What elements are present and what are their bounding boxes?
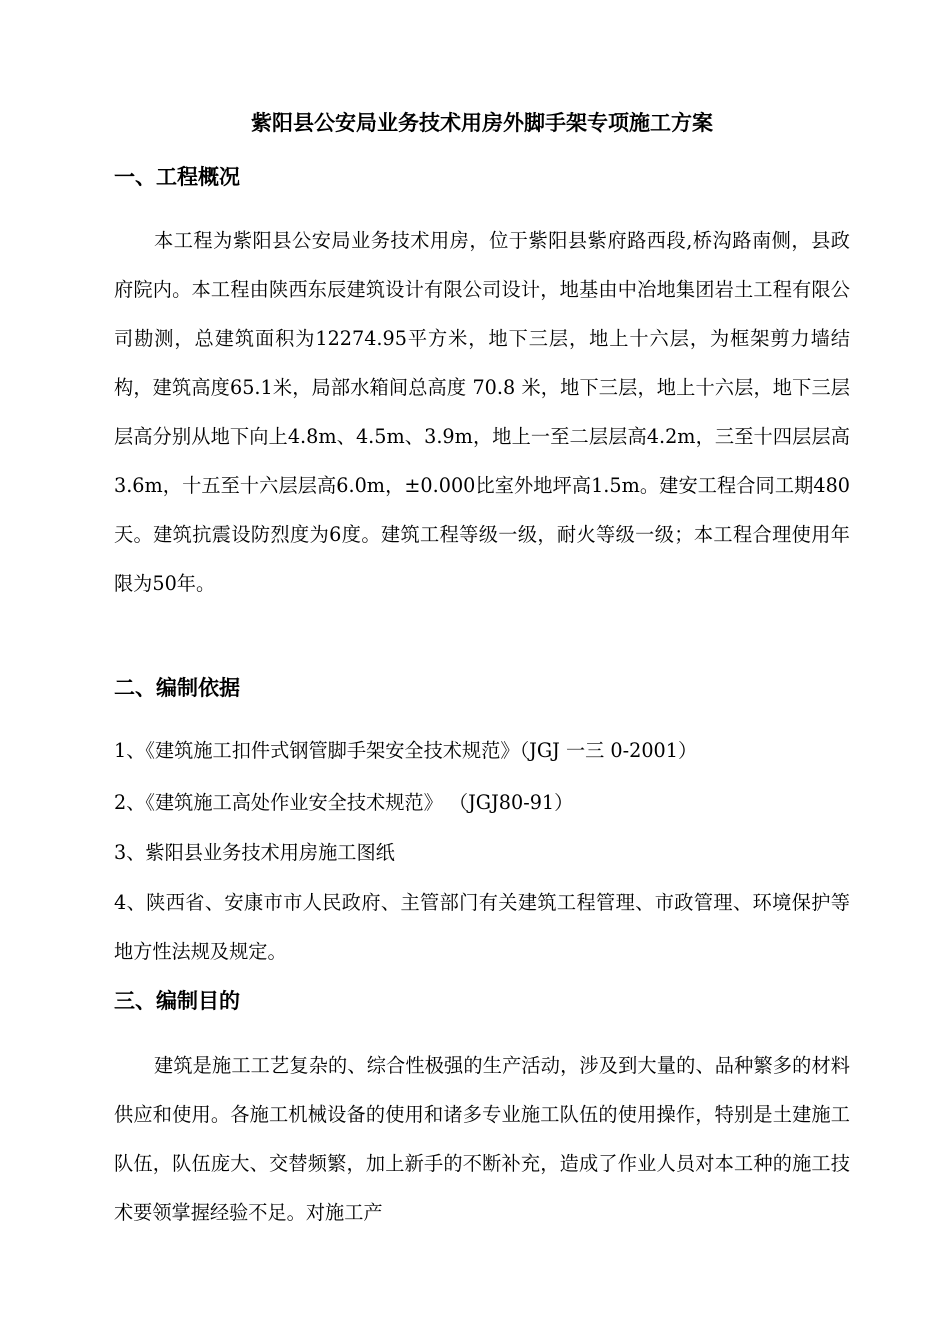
basis-list-item: 2、《建筑施工高处作业安全技术规范》 （JGJ80-91） xyxy=(114,791,574,814)
project-overview-paragraph: 本工程为紫阳县公安局业务技术用房，位于紫阳县紫府路西段,桥沟路南侧，县政府院内。本工程由陕西东辰建筑设计有限公司设计，地基由中冶地集团岩土工程有限公司勘测，总建筑面积为12274.95平方米，地下三层，地上十六层，为框架剪力墙结构，建筑高度65.1米，局部水箱间总高度 70.8 米，地下三层，地上十六层，地下三层层高分别从地下向上4.8m、4.5m、3.9m，地上一至二层层高4.2m，三至十四层层高3.6m，十五至十六层层高6.0m，±0.000比室外地坪高1.5m。建安工程合同工期480天。建筑抗震设防烈度为6度。建筑工程等级一级，耐火等级一级；本工程合理使用年限为50年。 xyxy=(114,229,850,595)
basis-list-item: 3、紫阳县业务技术用房施工图纸 xyxy=(114,841,395,864)
section-heading-project-overview: 一、工程概况 xyxy=(114,165,240,189)
section-heading-basis: 二、编制依据 xyxy=(114,676,240,700)
document-title: 紫阳县公安局业务技术用房外脚手架专项施工方案 xyxy=(251,111,713,135)
purpose-paragraph: 建筑是施工工艺复杂的、综合性极强的生产活动，涉及到大量的、品种繁多的材料供应和使用。各施工机械设备的使用和诸多专业施工队伍的使用操作，特别是土建施工队伍，队伍庞大、交替频繁，加上新手的不断补充，造成了作业人员对本工种的施工技术要领掌握经验不足。对施工产 xyxy=(114,1054,850,1224)
section-heading-purpose: 三、编制目的 xyxy=(114,989,240,1013)
basis-list-item: 4、陕西省、安康市市人民政府、主管部门有关建筑工程管理、市政管理、环境保护等地方性法规及规定。 xyxy=(114,891,850,963)
basis-list-item: 1、《建筑施工扣件式钢管脚手架安全技术规范》（JGJ 一三 0-2001） xyxy=(114,739,698,762)
